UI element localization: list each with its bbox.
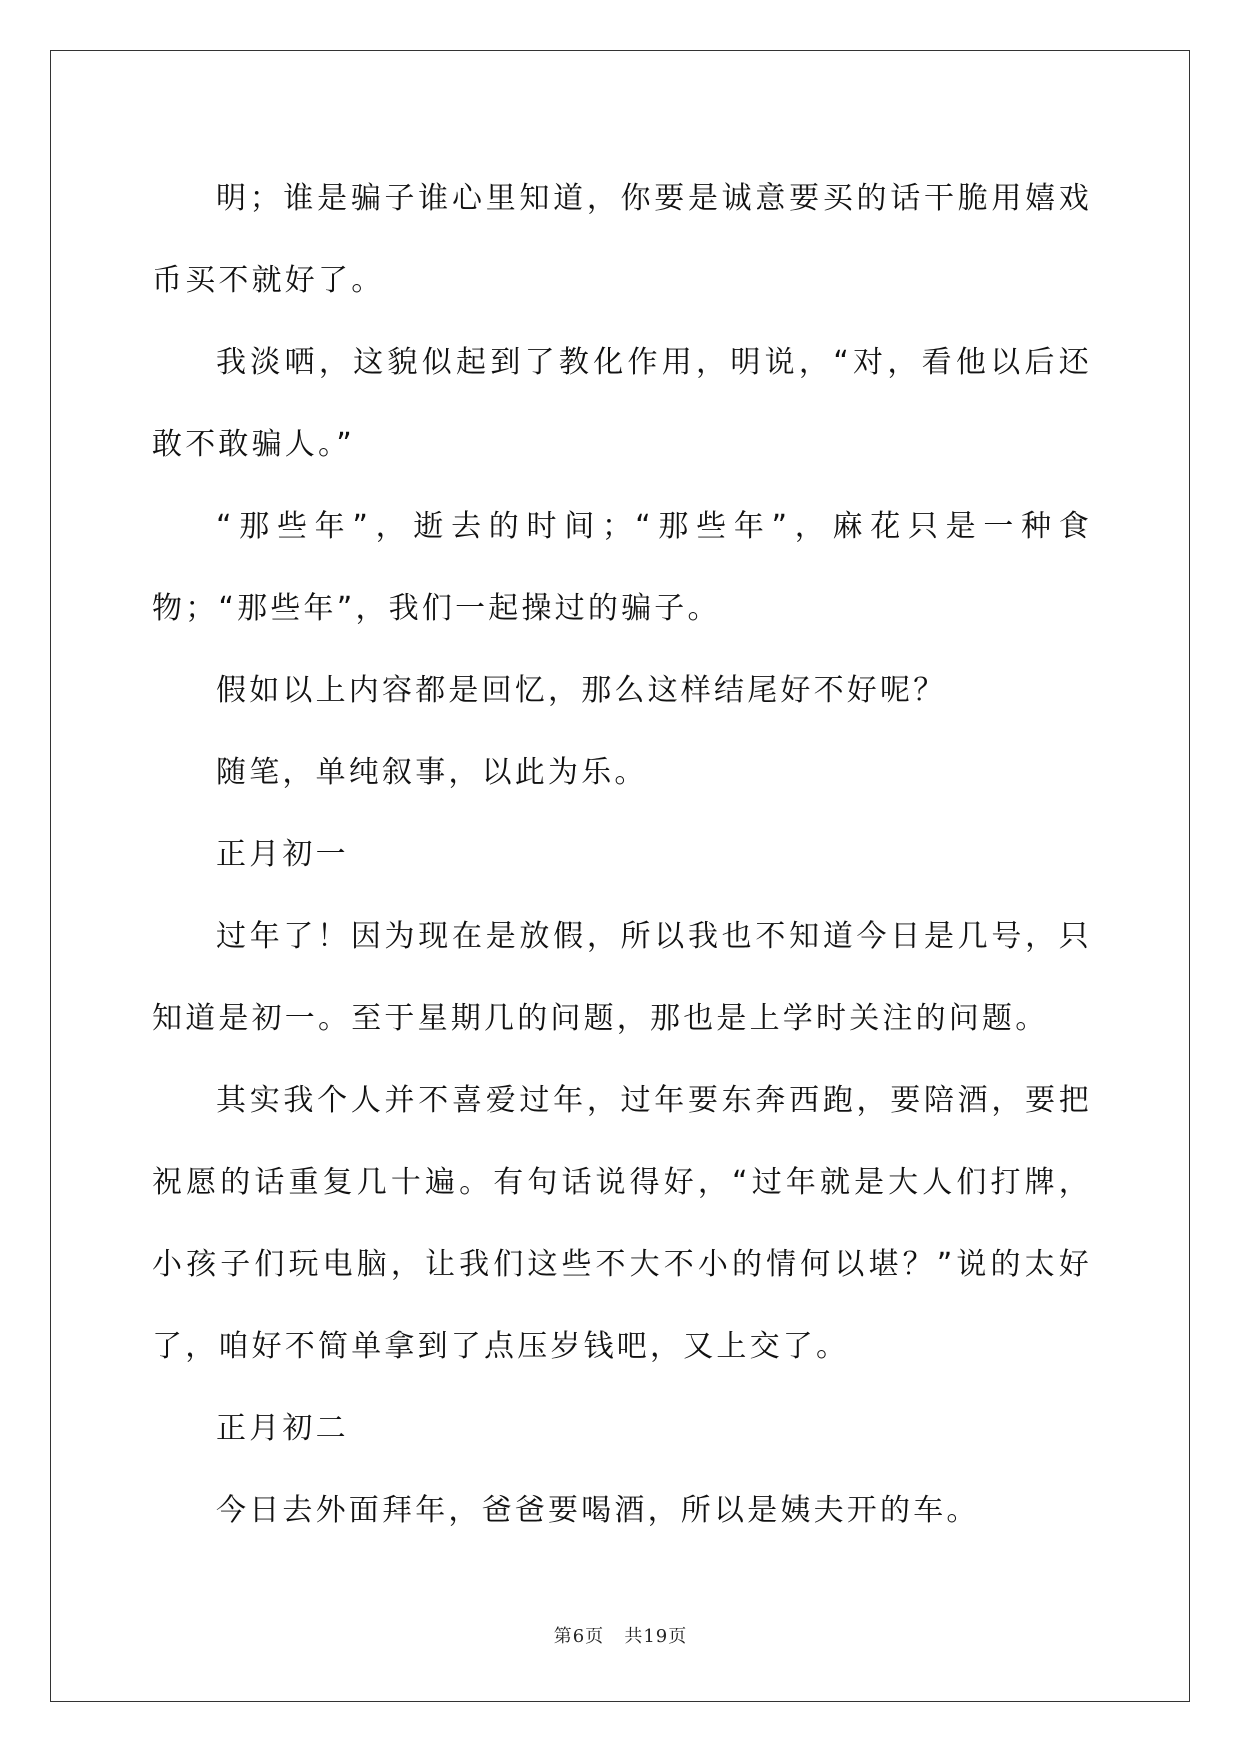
page-footer [0,1622,1241,1648]
paragraph: 假如以上内容都是回忆，那么这样结尾好不好呢？ [216,673,947,708]
section-heading: 正月初一 [216,837,349,872]
page-number: 第6页 [553,1626,605,1647]
paragraph: “那些年”，逝去的时间；“那些年”，麻花只是一种食物；“那些年”，我们一起操过的骗子。 [152,509,1092,626]
paragraph: 随笔，单纯叙事，以此为乐。 [216,755,648,790]
document-body [152,158,1092,1552]
paragraph: 我淡哂，这貌似起到了教化作用，明说，“对，看他以后还敢不敢骗人。” [152,345,1092,462]
paragraph: 过年了！因为现在是放假，所以我也不知道今日是几号，只知道是初一。至于星期几的问题，那也是上学时关注的问题。 [152,919,1092,1036]
page-total: 共19页 [624,1626,688,1647]
paragraph: 其实我个人并不喜爱过年，过年要东奔西跑，要陪酒，要把祝愿的话重复几十遍。有句话说得好，“过年就是大人们打牌，小孩子们玩电脑，让我们这些不大不小的情何以堪？”说的太好了，咱好不简单拿到了点压岁钱吧，又上交了。 [152,1083,1092,1364]
paragraph: 今日去外面拜年，爸爸要喝酒，所以是姨夫开的车。 [216,1493,980,1528]
paragraph: 明；谁是骗子谁心里知道，你要是诚意要买的话干脆用嬉戏币买不就好了。 [152,181,1092,298]
section-heading: 正月初二 [216,1411,349,1446]
